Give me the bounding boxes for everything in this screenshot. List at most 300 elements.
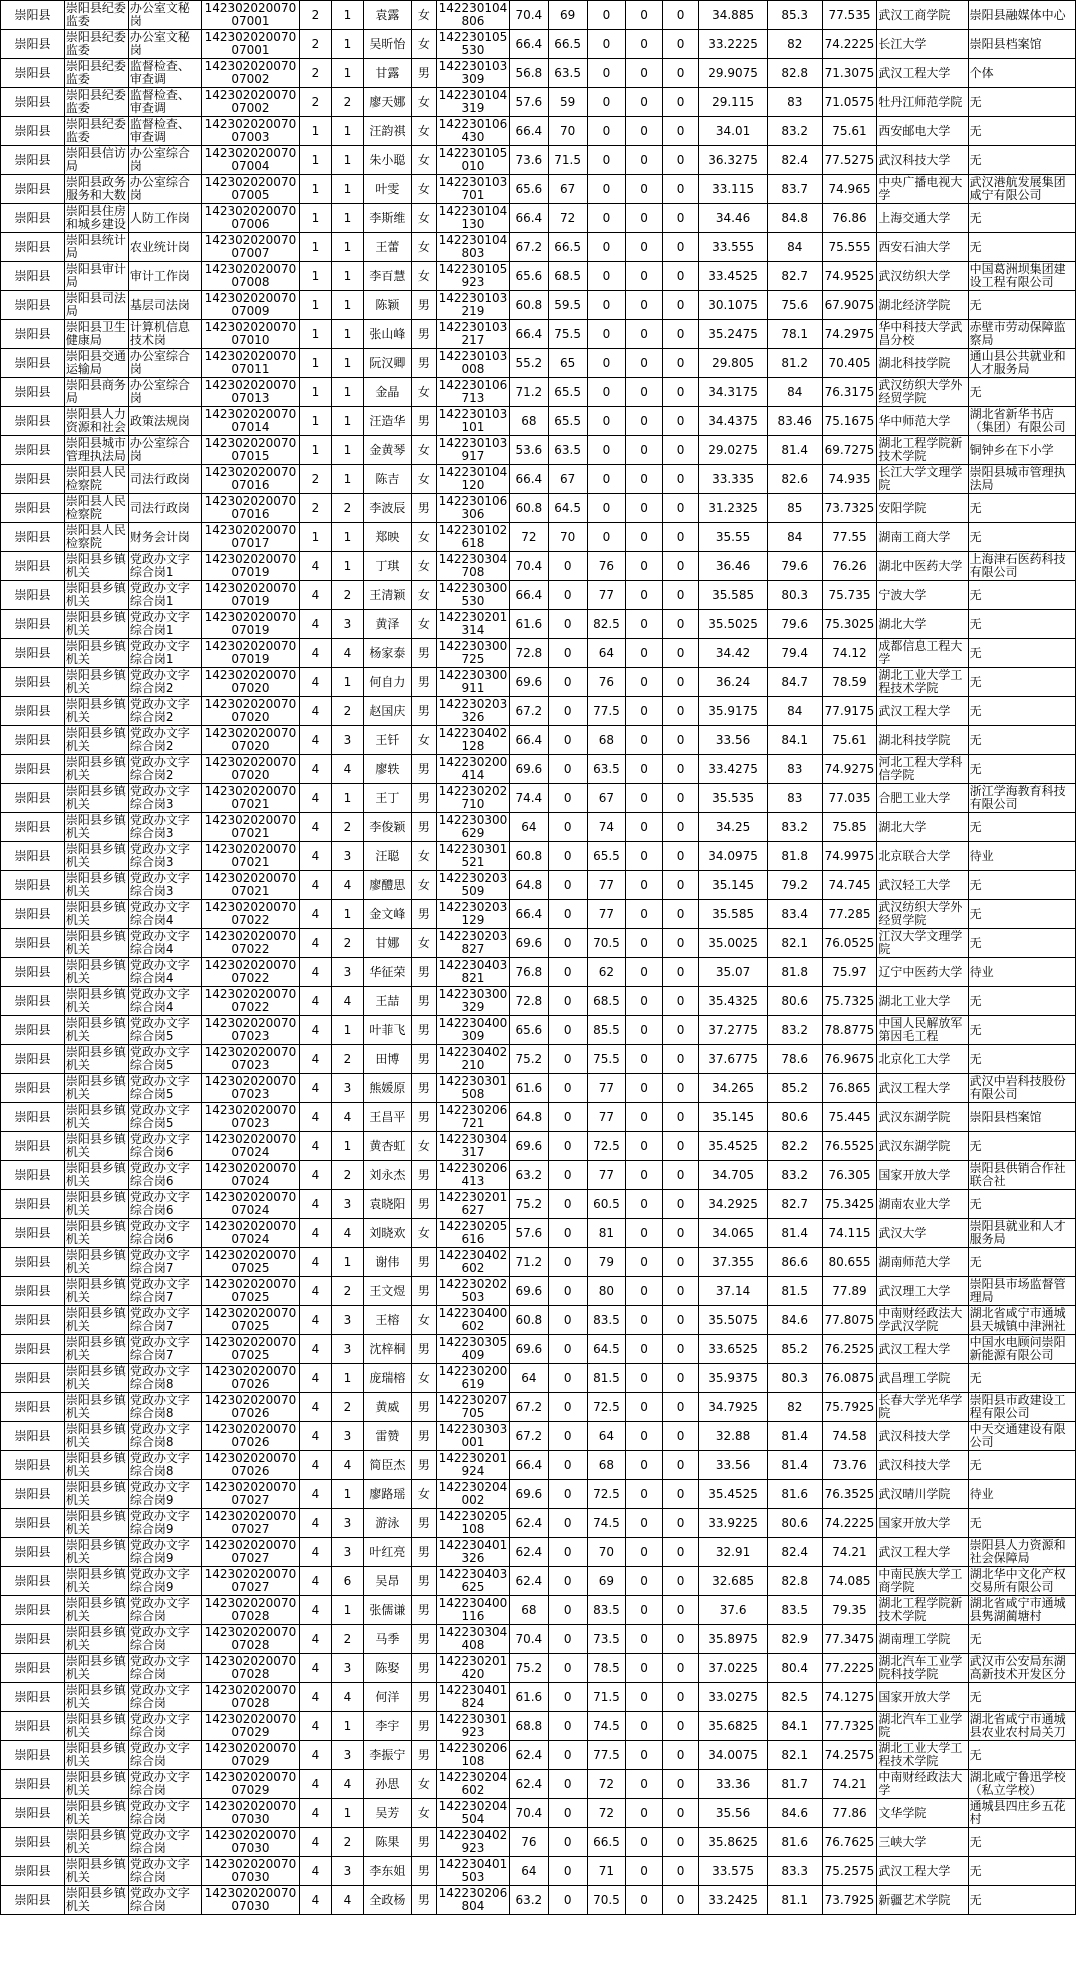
cell-county: 崇阳县 bbox=[1, 175, 65, 204]
cell-written-3: 72 bbox=[587, 1799, 626, 1828]
cell-written-2: 0 bbox=[548, 755, 587, 784]
cell-plan: 4 bbox=[299, 1683, 331, 1712]
cell-written-3: 0 bbox=[587, 349, 626, 378]
cell-written-1: 72.8 bbox=[509, 987, 548, 1016]
cell-name: 叶雯 bbox=[363, 175, 411, 204]
cell-interview: 85.3 bbox=[767, 1, 822, 30]
cell-written-total: 37.14 bbox=[699, 1277, 767, 1306]
cell-written-3: 70.5 bbox=[587, 1886, 626, 1915]
cell-rank: 1 bbox=[331, 1712, 363, 1741]
cell-written-5: 0 bbox=[662, 668, 699, 697]
cell-name: 廖轶 bbox=[363, 755, 411, 784]
cell-interview: 79.2 bbox=[767, 871, 822, 900]
cell-rank: 3 bbox=[331, 1509, 363, 1538]
cell-rank: 1 bbox=[331, 668, 363, 697]
cell-written-4: 0 bbox=[626, 1335, 663, 1364]
cell-interview: 83 bbox=[767, 755, 822, 784]
cell-written-1: 74.4 bbox=[509, 784, 548, 813]
cell-work-unit: 无 bbox=[968, 117, 1075, 146]
cell-written-1: 69.6 bbox=[509, 755, 548, 784]
cell-written-3: 0 bbox=[587, 233, 626, 262]
cell-written-4: 0 bbox=[626, 900, 663, 929]
cell-written-1: 64 bbox=[509, 1364, 548, 1393]
cell-school: 武汉工程大学 bbox=[877, 1074, 968, 1103]
cell-rank: 3 bbox=[331, 1857, 363, 1886]
cell-written-5: 0 bbox=[662, 784, 699, 813]
cell-written-2: 0 bbox=[548, 697, 587, 726]
cell-written-3: 0 bbox=[587, 378, 626, 407]
table-row bbox=[1, 1683, 1076, 1712]
cell-exam-no: 142230400602 bbox=[436, 1306, 509, 1335]
cell-gender: 女 bbox=[411, 581, 436, 610]
cell-written-1: 64 bbox=[509, 1857, 548, 1886]
cell-county: 崇阳县 bbox=[1, 1219, 65, 1248]
cell-written-1: 56.8 bbox=[509, 59, 548, 88]
cell-written-1: 55.2 bbox=[509, 349, 548, 378]
cell-written-2: 0 bbox=[548, 987, 587, 1016]
table-row bbox=[1, 291, 1076, 320]
cell-written-1: 71.2 bbox=[509, 1248, 548, 1277]
cell-written-4: 0 bbox=[626, 1103, 663, 1132]
cell-position-code: 14230202007007010 bbox=[201, 320, 299, 349]
cell-written-2: 0 bbox=[548, 1480, 587, 1509]
cell-work-unit: 湖北省咸宁市通城县天城镇中津洲社 bbox=[968, 1306, 1075, 1335]
cell-rank: 1 bbox=[331, 262, 363, 291]
cell-position: 基层司法岗 bbox=[128, 291, 201, 320]
cell-position-code: 14230202007007026 bbox=[201, 1364, 299, 1393]
cell-school: 武汉工程大学 bbox=[877, 697, 968, 726]
cell-overall: 77.035 bbox=[822, 784, 877, 813]
cell-written-5: 0 bbox=[662, 1016, 699, 1045]
cell-work-unit: 无 bbox=[968, 813, 1075, 842]
cell-name: 谢伟 bbox=[363, 1248, 411, 1277]
cell-written-2: 0 bbox=[548, 1103, 587, 1132]
cell-position: 办公室文秘岗 bbox=[128, 30, 201, 59]
cell-position: 财务会计岗 bbox=[128, 523, 201, 552]
cell-unit: 崇阳县乡镇机关 bbox=[64, 1190, 128, 1219]
cell-county: 崇阳县 bbox=[1, 146, 65, 175]
cell-work-unit: 中国水电顾问崇阳新能源有限公司 bbox=[968, 1335, 1075, 1364]
cell-written-total: 34.885 bbox=[699, 1, 767, 30]
cell-county: 崇阳县 bbox=[1, 1190, 65, 1219]
table-row bbox=[1, 1886, 1076, 1915]
cell-written-total: 35.145 bbox=[699, 871, 767, 900]
cell-written-5: 0 bbox=[662, 581, 699, 610]
cell-position: 政策法规岗 bbox=[128, 407, 201, 436]
cell-written-4: 0 bbox=[626, 1654, 663, 1683]
cell-written-1: 68 bbox=[509, 1596, 548, 1625]
cell-position: 党政办文字综合岗 bbox=[128, 1799, 201, 1828]
cell-exam-no: 142230201314 bbox=[436, 610, 509, 639]
cell-county: 崇阳县 bbox=[1, 378, 65, 407]
cell-written-2: 0 bbox=[548, 1625, 587, 1654]
cell-name: 廖醴思 bbox=[363, 871, 411, 900]
cell-position: 办公室综合岗 bbox=[128, 378, 201, 407]
cell-written-5: 0 bbox=[662, 929, 699, 958]
cell-position: 党政办文字综合岗9 bbox=[128, 1480, 201, 1509]
table-row bbox=[1, 1567, 1076, 1596]
cell-rank: 1 bbox=[331, 59, 363, 88]
cell-gender: 男 bbox=[411, 987, 436, 1016]
cell-overall: 78.8775 bbox=[822, 1016, 877, 1045]
cell-exam-no: 142230206413 bbox=[436, 1161, 509, 1190]
table-row bbox=[1, 1277, 1076, 1306]
cell-written-2: 0 bbox=[548, 726, 587, 755]
cell-name: 雷赞 bbox=[363, 1422, 411, 1451]
cell-plan: 4 bbox=[299, 1480, 331, 1509]
cell-position: 办公室综合岗 bbox=[128, 146, 201, 175]
cell-interview: 82.5 bbox=[767, 1683, 822, 1712]
cell-plan: 4 bbox=[299, 1306, 331, 1335]
cell-school: 湖北工业大学工程技术学院 bbox=[877, 1741, 968, 1770]
cell-gender: 男 bbox=[411, 1161, 436, 1190]
table-row bbox=[1, 1190, 1076, 1219]
cell-written-2: 67 bbox=[548, 465, 587, 494]
cell-plan: 4 bbox=[299, 1393, 331, 1422]
cell-overall: 77.2225 bbox=[822, 1654, 877, 1683]
cell-gender: 男 bbox=[411, 1393, 436, 1422]
cell-gender: 女 bbox=[411, 610, 436, 639]
cell-position-code: 14230202007007027 bbox=[201, 1538, 299, 1567]
cell-position-code: 14230202007007011 bbox=[201, 349, 299, 378]
cell-rank: 4 bbox=[331, 1886, 363, 1915]
cell-written-1: 76.8 bbox=[509, 958, 548, 987]
cell-written-3: 0 bbox=[587, 117, 626, 146]
cell-written-total: 35.5075 bbox=[699, 1306, 767, 1335]
cell-gender: 女 bbox=[411, 1132, 436, 1161]
cell-written-total: 37.0225 bbox=[699, 1654, 767, 1683]
cell-written-4: 0 bbox=[626, 262, 663, 291]
cell-position: 党政办文字综合岗3 bbox=[128, 813, 201, 842]
cell-interview: 84.6 bbox=[767, 1306, 822, 1335]
cell-written-4: 0 bbox=[626, 784, 663, 813]
cell-written-3: 69 bbox=[587, 1567, 626, 1596]
cell-rank: 6 bbox=[331, 1567, 363, 1596]
cell-unit: 崇阳县乡镇机关 bbox=[64, 1161, 128, 1190]
table-row bbox=[1, 610, 1076, 639]
cell-name: 李东姐 bbox=[363, 1857, 411, 1886]
cell-rank: 1 bbox=[331, 523, 363, 552]
cell-unit: 崇阳县司法局 bbox=[64, 291, 128, 320]
cell-interview: 79.6 bbox=[767, 610, 822, 639]
cell-school: 北京联合大学 bbox=[877, 842, 968, 871]
cell-position: 党政办文字综合岗5 bbox=[128, 1074, 201, 1103]
cell-county: 崇阳县 bbox=[1, 1422, 65, 1451]
cell-exam-no: 142230401824 bbox=[436, 1683, 509, 1712]
cell-written-1: 66.4 bbox=[509, 204, 548, 233]
cell-written-4: 0 bbox=[626, 88, 663, 117]
cell-rank: 4 bbox=[331, 755, 363, 784]
cell-county: 崇阳县 bbox=[1, 465, 65, 494]
cell-exam-no: 142230402602 bbox=[436, 1248, 509, 1277]
cell-rank: 2 bbox=[331, 929, 363, 958]
cell-written-5: 0 bbox=[662, 523, 699, 552]
cell-written-1: 66.4 bbox=[509, 726, 548, 755]
cell-plan: 4 bbox=[299, 1248, 331, 1277]
cell-unit: 崇阳县审计局 bbox=[64, 262, 128, 291]
cell-plan: 4 bbox=[299, 639, 331, 668]
cell-work-unit: 无 bbox=[968, 88, 1075, 117]
cell-name: 吴昕怡 bbox=[363, 30, 411, 59]
cell-county: 崇阳县 bbox=[1, 958, 65, 987]
cell-work-unit: 无 bbox=[968, 1683, 1075, 1712]
table-row bbox=[1, 871, 1076, 900]
cell-written-total: 29.115 bbox=[699, 88, 767, 117]
cell-work-unit: 崇阳县人力资源和社会保障局 bbox=[968, 1538, 1075, 1567]
cell-written-3: 77 bbox=[587, 581, 626, 610]
cell-written-1: 69.6 bbox=[509, 1335, 548, 1364]
cell-name: 华征荣 bbox=[363, 958, 411, 987]
cell-interview: 83.3 bbox=[767, 1857, 822, 1886]
cell-exam-no: 142230304708 bbox=[436, 552, 509, 581]
cell-exam-no: 142230103309 bbox=[436, 59, 509, 88]
cell-position: 党政办文字综合岗2 bbox=[128, 697, 201, 726]
cell-plan: 4 bbox=[299, 610, 331, 639]
cell-rank: 1 bbox=[331, 1, 363, 30]
cell-rank: 1 bbox=[331, 436, 363, 465]
cell-work-unit: 无 bbox=[968, 204, 1075, 233]
cell-gender: 男 bbox=[411, 1886, 436, 1915]
cell-unit: 崇阳县乡镇机关 bbox=[64, 1103, 128, 1132]
cell-written-4: 0 bbox=[626, 1248, 663, 1277]
cell-unit: 崇阳县乡镇机关 bbox=[64, 1248, 128, 1277]
cell-plan: 1 bbox=[299, 146, 331, 175]
cell-written-5: 0 bbox=[662, 1422, 699, 1451]
cell-work-unit: 无 bbox=[968, 1016, 1075, 1045]
cell-written-1: 72.8 bbox=[509, 639, 548, 668]
cell-name: 叶红亮 bbox=[363, 1538, 411, 1567]
cell-name: 何洋 bbox=[363, 1683, 411, 1712]
cell-plan: 1 bbox=[299, 320, 331, 349]
cell-position: 党政办文字综合岗6 bbox=[128, 1219, 201, 1248]
cell-written-2: 0 bbox=[548, 1132, 587, 1161]
cell-name: 田博 bbox=[363, 1045, 411, 1074]
cell-plan: 4 bbox=[299, 929, 331, 958]
cell-work-unit: 崇阳县融媒体中心 bbox=[968, 1, 1075, 30]
cell-school: 西安石油大学 bbox=[877, 233, 968, 262]
cell-county: 崇阳县 bbox=[1, 1132, 65, 1161]
cell-position: 党政办文字综合岗2 bbox=[128, 726, 201, 755]
cell-written-total: 37.355 bbox=[699, 1248, 767, 1277]
cell-unit: 崇阳县乡镇机关 bbox=[64, 639, 128, 668]
cell-exam-no: 142230204504 bbox=[436, 1799, 509, 1828]
cell-written-1: 66.4 bbox=[509, 117, 548, 146]
cell-rank: 3 bbox=[331, 1335, 363, 1364]
cell-written-4: 0 bbox=[626, 1422, 663, 1451]
cell-unit: 崇阳县乡镇机关 bbox=[64, 697, 128, 726]
cell-written-2: 67 bbox=[548, 175, 587, 204]
cell-county: 崇阳县 bbox=[1, 1045, 65, 1074]
cell-written-5: 0 bbox=[662, 1132, 699, 1161]
cell-written-5: 0 bbox=[662, 59, 699, 88]
cell-gender: 男 bbox=[411, 1045, 436, 1074]
table-row bbox=[1, 697, 1076, 726]
cell-unit: 崇阳县乡镇机关 bbox=[64, 1712, 128, 1741]
cell-written-5: 0 bbox=[662, 1770, 699, 1799]
cell-school: 武昌理工学院 bbox=[877, 1364, 968, 1393]
cell-position: 党政办文字综合岗1 bbox=[128, 639, 201, 668]
cell-written-5: 0 bbox=[662, 1828, 699, 1857]
cell-position-code: 14230202007007019 bbox=[201, 610, 299, 639]
cell-written-4: 0 bbox=[626, 1770, 663, 1799]
cell-unit: 崇阳县住房和城乡建设 bbox=[64, 204, 128, 233]
cell-rank: 3 bbox=[331, 726, 363, 755]
cell-position: 党政办文字综合岗3 bbox=[128, 784, 201, 813]
table-row bbox=[1, 639, 1076, 668]
cell-school: 武汉纺织大学外经贸学院 bbox=[877, 378, 968, 407]
cell-school: 长江大学文理学院 bbox=[877, 465, 968, 494]
cell-plan: 4 bbox=[299, 552, 331, 581]
table-row bbox=[1, 1219, 1076, 1248]
cell-written-2: 0 bbox=[548, 784, 587, 813]
cell-gender: 女 bbox=[411, 146, 436, 175]
cell-overall: 74.9525 bbox=[822, 262, 877, 291]
cell-written-5: 0 bbox=[662, 233, 699, 262]
cell-rank: 2 bbox=[331, 581, 363, 610]
cell-interview: 81.8 bbox=[767, 958, 822, 987]
cell-written-3: 0 bbox=[587, 320, 626, 349]
cell-unit: 崇阳县乡镇机关 bbox=[64, 1306, 128, 1335]
cell-overall: 74.9275 bbox=[822, 755, 877, 784]
cell-written-total: 35.56 bbox=[699, 1799, 767, 1828]
table-row bbox=[1, 1422, 1076, 1451]
cell-written-1: 53.6 bbox=[509, 436, 548, 465]
cell-position: 人防工作岗 bbox=[128, 204, 201, 233]
cell-work-unit: 崇阳县档案馆 bbox=[968, 1103, 1075, 1132]
cell-written-2: 72 bbox=[548, 204, 587, 233]
cell-school: 华中科技大学武昌分校 bbox=[877, 320, 968, 349]
cell-county: 崇阳县 bbox=[1, 871, 65, 900]
cell-written-3: 70.5 bbox=[587, 929, 626, 958]
cell-rank: 3 bbox=[331, 1741, 363, 1770]
cell-written-4: 0 bbox=[626, 1509, 663, 1538]
cell-work-unit: 无 bbox=[968, 146, 1075, 175]
cell-work-unit: 无 bbox=[968, 1886, 1075, 1915]
cell-unit: 崇阳县乡镇机关 bbox=[64, 1596, 128, 1625]
cell-interview: 82 bbox=[767, 1393, 822, 1422]
cell-position-code: 14230202007007019 bbox=[201, 581, 299, 610]
cell-plan: 4 bbox=[299, 697, 331, 726]
cell-position-code: 14230202007007025 bbox=[201, 1248, 299, 1277]
cell-overall: 74.2975 bbox=[822, 320, 877, 349]
cell-exam-no: 142230305409 bbox=[436, 1335, 509, 1364]
cell-written-5: 0 bbox=[662, 204, 699, 233]
cell-work-unit: 无 bbox=[968, 1857, 1075, 1886]
cell-written-total: 33.0275 bbox=[699, 1683, 767, 1712]
cell-position: 党政办文字综合岗 bbox=[128, 1886, 201, 1915]
cell-work-unit: 无 bbox=[968, 291, 1075, 320]
cell-school: 湖北工程学院新技术学院 bbox=[877, 1596, 968, 1625]
cell-interview: 83.2 bbox=[767, 117, 822, 146]
cell-plan: 4 bbox=[299, 1422, 331, 1451]
cell-position-code: 14230202007007006 bbox=[201, 204, 299, 233]
cell-work-unit: 无 bbox=[968, 929, 1075, 958]
cell-position-code: 14230202007007024 bbox=[201, 1132, 299, 1161]
cell-plan: 1 bbox=[299, 204, 331, 233]
cell-written-1: 67.2 bbox=[509, 1422, 548, 1451]
cell-written-2: 0 bbox=[548, 1538, 587, 1567]
cell-position-code: 14230202007007020 bbox=[201, 668, 299, 697]
cell-exam-no: 142230402923 bbox=[436, 1828, 509, 1857]
cell-written-5: 0 bbox=[662, 1741, 699, 1770]
cell-name: 王钎 bbox=[363, 726, 411, 755]
cell-rank: 4 bbox=[331, 871, 363, 900]
cell-written-4: 0 bbox=[626, 1480, 663, 1509]
cell-written-3: 70 bbox=[587, 1538, 626, 1567]
cell-name: 黄杏虹 bbox=[363, 1132, 411, 1161]
cell-unit: 崇阳县乡镇机关 bbox=[64, 1422, 128, 1451]
cell-overall: 73.76 bbox=[822, 1451, 877, 1480]
cell-written-total: 29.9075 bbox=[699, 59, 767, 88]
cell-written-5: 0 bbox=[662, 610, 699, 639]
cell-county: 崇阳县 bbox=[1, 784, 65, 813]
cell-written-2: 0 bbox=[548, 929, 587, 958]
cell-interview: 82.8 bbox=[767, 1567, 822, 1596]
cell-written-2: 0 bbox=[548, 1277, 587, 1306]
cell-work-unit: 湖北省新华书店（集团）有限公司 bbox=[968, 407, 1075, 436]
cell-county: 崇阳县 bbox=[1, 755, 65, 784]
cell-interview: 83.5 bbox=[767, 1596, 822, 1625]
cell-position: 党政办文字综合岗5 bbox=[128, 1103, 201, 1132]
cell-written-5: 0 bbox=[662, 407, 699, 436]
cell-work-unit: 赤壁市劳动保障监察局 bbox=[968, 320, 1075, 349]
cell-county: 崇阳县 bbox=[1, 1074, 65, 1103]
cell-written-3: 63.5 bbox=[587, 755, 626, 784]
cell-gender: 女 bbox=[411, 30, 436, 59]
cell-interview: 81.4 bbox=[767, 1219, 822, 1248]
cell-written-total: 33.335 bbox=[699, 465, 767, 494]
cell-name: 甘娜 bbox=[363, 929, 411, 958]
cell-county: 崇阳县 bbox=[1, 1161, 65, 1190]
cell-overall: 77.7325 bbox=[822, 1712, 877, 1741]
cell-county: 崇阳县 bbox=[1, 1625, 65, 1654]
cell-rank: 4 bbox=[331, 1451, 363, 1480]
cell-school: 湖南工商大学 bbox=[877, 523, 968, 552]
cell-position: 党政办文字综合岗4 bbox=[128, 987, 201, 1016]
cell-gender: 男 bbox=[411, 1567, 436, 1596]
cell-plan: 2 bbox=[299, 88, 331, 117]
cell-position-code: 14230202007007020 bbox=[201, 726, 299, 755]
cell-work-unit: 无 bbox=[968, 987, 1075, 1016]
table-row bbox=[1, 900, 1076, 929]
cell-plan: 4 bbox=[299, 1625, 331, 1654]
cell-work-unit: 铜钟乡在下小学 bbox=[968, 436, 1075, 465]
cell-written-3: 83.5 bbox=[587, 1596, 626, 1625]
cell-unit: 崇阳县乡镇机关 bbox=[64, 726, 128, 755]
cell-written-2: 65.5 bbox=[548, 407, 587, 436]
cell-written-total: 34.2925 bbox=[699, 1190, 767, 1219]
cell-plan: 4 bbox=[299, 1712, 331, 1741]
cell-position: 党政办文字综合岗5 bbox=[128, 1045, 201, 1074]
cell-written-1: 62.4 bbox=[509, 1770, 548, 1799]
cell-name: 廖天娜 bbox=[363, 88, 411, 117]
cell-exam-no: 142230301923 bbox=[436, 1712, 509, 1741]
cell-position: 党政办文字综合岗 bbox=[128, 1683, 201, 1712]
cell-interview: 80.3 bbox=[767, 581, 822, 610]
cell-written-total: 33.4525 bbox=[699, 262, 767, 291]
cell-work-unit: 无 bbox=[968, 378, 1075, 407]
cell-exam-no: 142230400116 bbox=[436, 1596, 509, 1625]
cell-written-3: 60.5 bbox=[587, 1190, 626, 1219]
cell-written-1: 66.4 bbox=[509, 320, 548, 349]
cell-plan: 4 bbox=[299, 1538, 331, 1567]
cell-name: 王清颖 bbox=[363, 581, 411, 610]
table-row bbox=[1, 1248, 1076, 1277]
cell-interview: 82.8 bbox=[767, 59, 822, 88]
cell-written-3: 74.5 bbox=[587, 1509, 626, 1538]
cell-exam-no: 142230203509 bbox=[436, 871, 509, 900]
cell-work-unit: 无 bbox=[968, 1132, 1075, 1161]
